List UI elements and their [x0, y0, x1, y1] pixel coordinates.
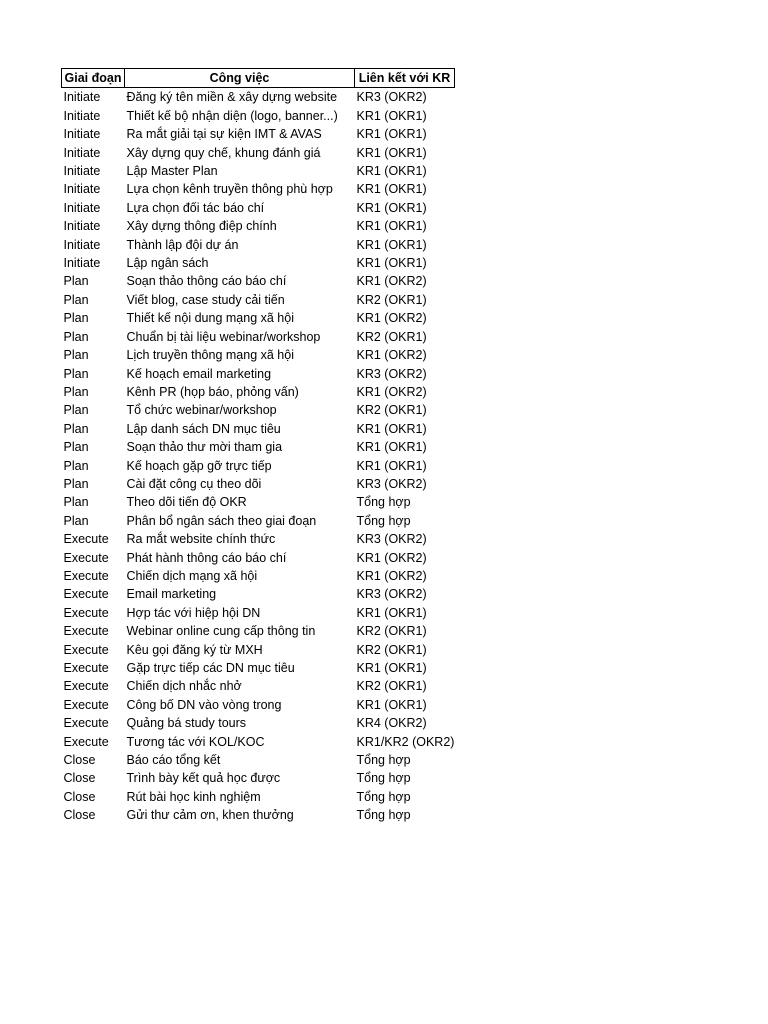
table-row: [62, 567, 455, 585]
kr-link-cell: KR2 (OKR1): [356, 624, 427, 639]
kr-link-cell: KR1 (OKR1): [356, 440, 427, 455]
task-cell: Lựa chọn kênh truyền thông phù hợp: [126, 182, 333, 197]
kr-link-cell: Tổng hợp: [356, 513, 411, 528]
table-row: [62, 641, 455, 659]
phase-cell: Execute: [63, 568, 109, 583]
phase-cell: Execute: [63, 716, 109, 731]
task-cell: Kế hoạch gặp gỡ trực tiếp: [126, 458, 272, 473]
table-row: [62, 769, 455, 787]
kr-link-cell: Tổng hợp: [356, 753, 411, 768]
phase-cell: Plan: [63, 495, 89, 510]
task-cell: Webinar online cung cấp thông tin: [126, 624, 316, 639]
phase-cell: Plan: [63, 440, 89, 455]
table-row: [62, 254, 455, 272]
kr-link-cell: KR1 (OKR2): [356, 348, 427, 363]
phase-cell: Initiate: [63, 164, 101, 179]
task-cell: Xây dựng quy chế, khung đánh giá: [126, 145, 321, 160]
kr-link-cell: KR1 (OKR1): [356, 458, 427, 473]
kr-link-cell: KR1 (OKR1): [356, 164, 427, 179]
kr-link-cell: KR1/KR2 (OKR2): [356, 734, 455, 749]
okr-task-sheet: [61, 68, 455, 825]
kr-link-cell: KR1 (OKR1): [356, 182, 427, 197]
task-cell: Kênh PR (họp báo, phỏng vấn): [126, 384, 299, 399]
kr-link-cell: KR2 (OKR1): [356, 403, 427, 418]
phase-cell: Plan: [63, 292, 89, 307]
task-cell: Lựa chọn đối tác báo chí: [126, 200, 265, 215]
kr-link-cell: KR1 (OKR1): [356, 256, 427, 271]
phase-cell: Initiate: [63, 182, 101, 197]
task-cell: Gửi thư cảm ơn, khen thưởng: [126, 808, 294, 823]
task-cell: Hợp tác với hiệp hội DN: [126, 605, 261, 620]
kr-link-cell: KR1 (OKR2): [356, 311, 427, 326]
table-row: [62, 512, 455, 530]
kr-link-cell: KR2 (OKR1): [356, 679, 427, 694]
phase-cell: Initiate: [63, 127, 101, 142]
kr-link-cell: KR1 (OKR1): [356, 145, 427, 160]
kr-link-cell: KR2 (OKR1): [356, 292, 427, 307]
task-cell: Thiết kế bộ nhận diện (logo, banner...): [126, 108, 338, 123]
kr-link-cell: KR1 (OKR1): [356, 605, 427, 620]
table-row: [62, 272, 455, 290]
phase-cell: Plan: [63, 348, 89, 363]
phase-cell: Close: [63, 771, 96, 786]
phase-cell: Initiate: [63, 145, 101, 160]
table-row: [62, 346, 455, 364]
kr-link-cell: Tổng hợp: [356, 789, 411, 804]
table-row: [62, 530, 455, 548]
task-cell: Chiến dịch nhắc nhở: [126, 679, 242, 694]
task-cell: Email marketing: [126, 587, 217, 602]
task-cell: Chiến dịch mạng xã hội: [126, 568, 258, 583]
phase-cell: Initiate: [63, 90, 101, 105]
table-row: [62, 457, 455, 475]
table-row: [62, 401, 455, 419]
task-cell: Xây dựng thông điệp chính: [126, 219, 277, 234]
task-cell: Lập danh sách DN mục tiêu: [126, 421, 281, 436]
phase-cell: Close: [63, 753, 96, 768]
kr-link-cell: KR1 (OKR1): [356, 237, 427, 252]
kr-link-cell: KR1 (OKR1): [356, 108, 427, 123]
kr-link-cell: KR1 (OKR2): [356, 550, 427, 565]
table-row: [62, 309, 455, 327]
table-row: [62, 475, 455, 493]
task-cell: Soạn thảo thư mời tham gia: [126, 440, 283, 455]
phase-cell: Execute: [63, 661, 109, 675]
task-cell: Kêu gọi đăng ký từ MXH: [126, 642, 263, 657]
table-row: [62, 806, 455, 824]
kr-link-cell: KR1 (OKR2): [356, 568, 427, 583]
task-cell: Đăng ký tên miền & xây dựng website: [126, 90, 338, 105]
phase-cell: Close: [63, 808, 96, 823]
kr-link-cell: KR4 (OKR2): [356, 716, 427, 731]
task-cell: Chuẩn bị tài liệu webinar/workshop: [126, 329, 321, 344]
kr-link-cell: KR1 (OKR1): [356, 697, 427, 712]
phase-cell: Plan: [63, 311, 89, 326]
kr-link-cell: KR1 (OKR1): [356, 219, 427, 234]
table-row: [62, 604, 455, 622]
task-cell: Trình bày kết quả học được: [126, 771, 281, 786]
task-cell: Soạn thảo thông cáo báo chí: [126, 274, 287, 289]
table-row: [62, 162, 455, 180]
phase-cell: Plan: [63, 513, 89, 528]
task-cell: Tương tác với KOL/KOC: [126, 734, 265, 749]
table-body: [62, 88, 455, 825]
phase-cell: Initiate: [63, 256, 101, 271]
phase-cell: Initiate: [63, 108, 101, 123]
table-row: [62, 420, 455, 438]
table-row: [62, 199, 455, 217]
table-row: [62, 438, 455, 456]
table-row: [62, 733, 455, 751]
phase-cell: Plan: [63, 384, 89, 399]
kr-link-cell: KR1 (OKR2): [356, 274, 427, 289]
phase-cell: Execute: [63, 624, 109, 639]
phase-cell: Execute: [63, 587, 109, 602]
task-cell: Thiết kế nội dung mạng xã hội: [126, 311, 294, 326]
okr-task-table: [61, 68, 455, 825]
table-row: [62, 622, 455, 640]
phase-cell: Plan: [63, 403, 89, 418]
task-cell: Thành lập đội dự án: [126, 237, 239, 252]
table-row: [62, 365, 455, 383]
table-row: [62, 696, 455, 714]
task-cell: Theo dõi tiến độ OKR: [126, 495, 247, 510]
table-row: [62, 180, 455, 198]
kr-link-cell: KR3 (OKR2): [356, 90, 427, 105]
kr-link-cell: KR2 (OKR1): [356, 329, 427, 344]
table-row: [62, 125, 455, 143]
phase-cell: Initiate: [63, 237, 101, 252]
table-row: [62, 659, 455, 677]
phase-cell: Plan: [63, 476, 89, 491]
kr-link-cell: Tổng hợp: [356, 808, 411, 823]
phase-cell: Initiate: [63, 219, 101, 234]
table-row: [62, 88, 455, 107]
table-row: [62, 549, 455, 567]
phase-cell: Execute: [63, 605, 109, 620]
task-cell: Lịch truyền thông mạng xã hội: [126, 348, 294, 363]
phase-cell: Plan: [63, 458, 89, 473]
header-row: [62, 69, 455, 88]
task-cell: Công bố DN vào vòng trong: [126, 697, 282, 712]
phase-cell: Execute: [63, 642, 109, 657]
table-row: [62, 144, 455, 162]
table-row: [62, 585, 455, 603]
task-cell: Viết blog, case study cải tiến: [126, 292, 285, 307]
task-cell: Lập ngân sách: [126, 256, 209, 271]
kr-link-cell: KR1 (OKR1): [356, 421, 427, 436]
table-row: [62, 291, 455, 309]
table-row: [62, 328, 455, 346]
table-row: [62, 236, 455, 254]
table-row: [62, 677, 455, 695]
phase-cell: Execute: [63, 697, 109, 712]
kr-link-cell: KR3 (OKR2): [356, 366, 427, 381]
task-cell: Lập Master Plan: [126, 164, 218, 179]
header-task: Công việc: [125, 69, 355, 88]
table-row: [62, 493, 455, 511]
task-cell: Ra mắt website chính thức: [126, 532, 276, 547]
kr-link-cell: KR1 (OKR1): [356, 200, 427, 215]
table-row: [62, 107, 455, 125]
task-cell: Quảng bá study tours: [126, 716, 247, 731]
phase-cell: Plan: [63, 366, 89, 381]
task-cell: Phát hành thông cáo báo chí: [126, 550, 287, 565]
task-cell: Cài đặt công cụ theo dõi: [126, 476, 262, 491]
kr-link-cell: KR1 (OKR2): [356, 384, 427, 399]
phase-cell: Plan: [63, 329, 89, 344]
header-phase: Giai đoạn: [62, 69, 125, 88]
table-row: [62, 788, 455, 806]
kr-link-cell: KR1 (OKR1): [356, 661, 427, 675]
header-kr: Liên kết với KR: [355, 69, 455, 88]
table-row: [62, 383, 455, 401]
task-cell: Báo cáo tổng kết: [126, 753, 221, 768]
kr-link-cell: KR3 (OKR2): [356, 587, 427, 602]
phase-cell: Initiate: [63, 200, 101, 215]
table-row: [62, 714, 455, 732]
phase-cell: Plan: [63, 421, 89, 436]
kr-link-cell: KR3 (OKR2): [356, 476, 427, 491]
phase-cell: Plan: [63, 274, 89, 289]
phase-cell: Close: [63, 789, 96, 804]
phase-cell: Execute: [63, 679, 109, 694]
task-cell: Rút bài học kinh nghiệm: [126, 789, 261, 804]
task-cell: Gặp trực tiếp các DN mục tiêu: [126, 661, 295, 675]
phase-cell: Execute: [63, 734, 109, 749]
task-cell: Tổ chức webinar/workshop: [126, 403, 277, 418]
phase-cell: Execute: [63, 532, 109, 547]
task-cell: Kế hoạch email marketing: [126, 366, 272, 381]
task-cell: Ra mắt giải tại sự kiện IMT & AVAS: [126, 127, 322, 142]
table-row: [62, 751, 455, 769]
kr-link-cell: KR2 (OKR1): [356, 642, 427, 657]
phase-cell: Execute: [63, 550, 109, 565]
kr-link-cell: KR1 (OKR1): [356, 127, 427, 142]
kr-link-cell: Tổng hợp: [356, 495, 411, 510]
task-cell: Phân bổ ngân sách theo giai đoạn: [126, 513, 317, 528]
kr-link-cell: Tổng hợp: [356, 771, 411, 786]
kr-link-cell: KR3 (OKR2): [356, 532, 427, 547]
table-row: [62, 217, 455, 235]
